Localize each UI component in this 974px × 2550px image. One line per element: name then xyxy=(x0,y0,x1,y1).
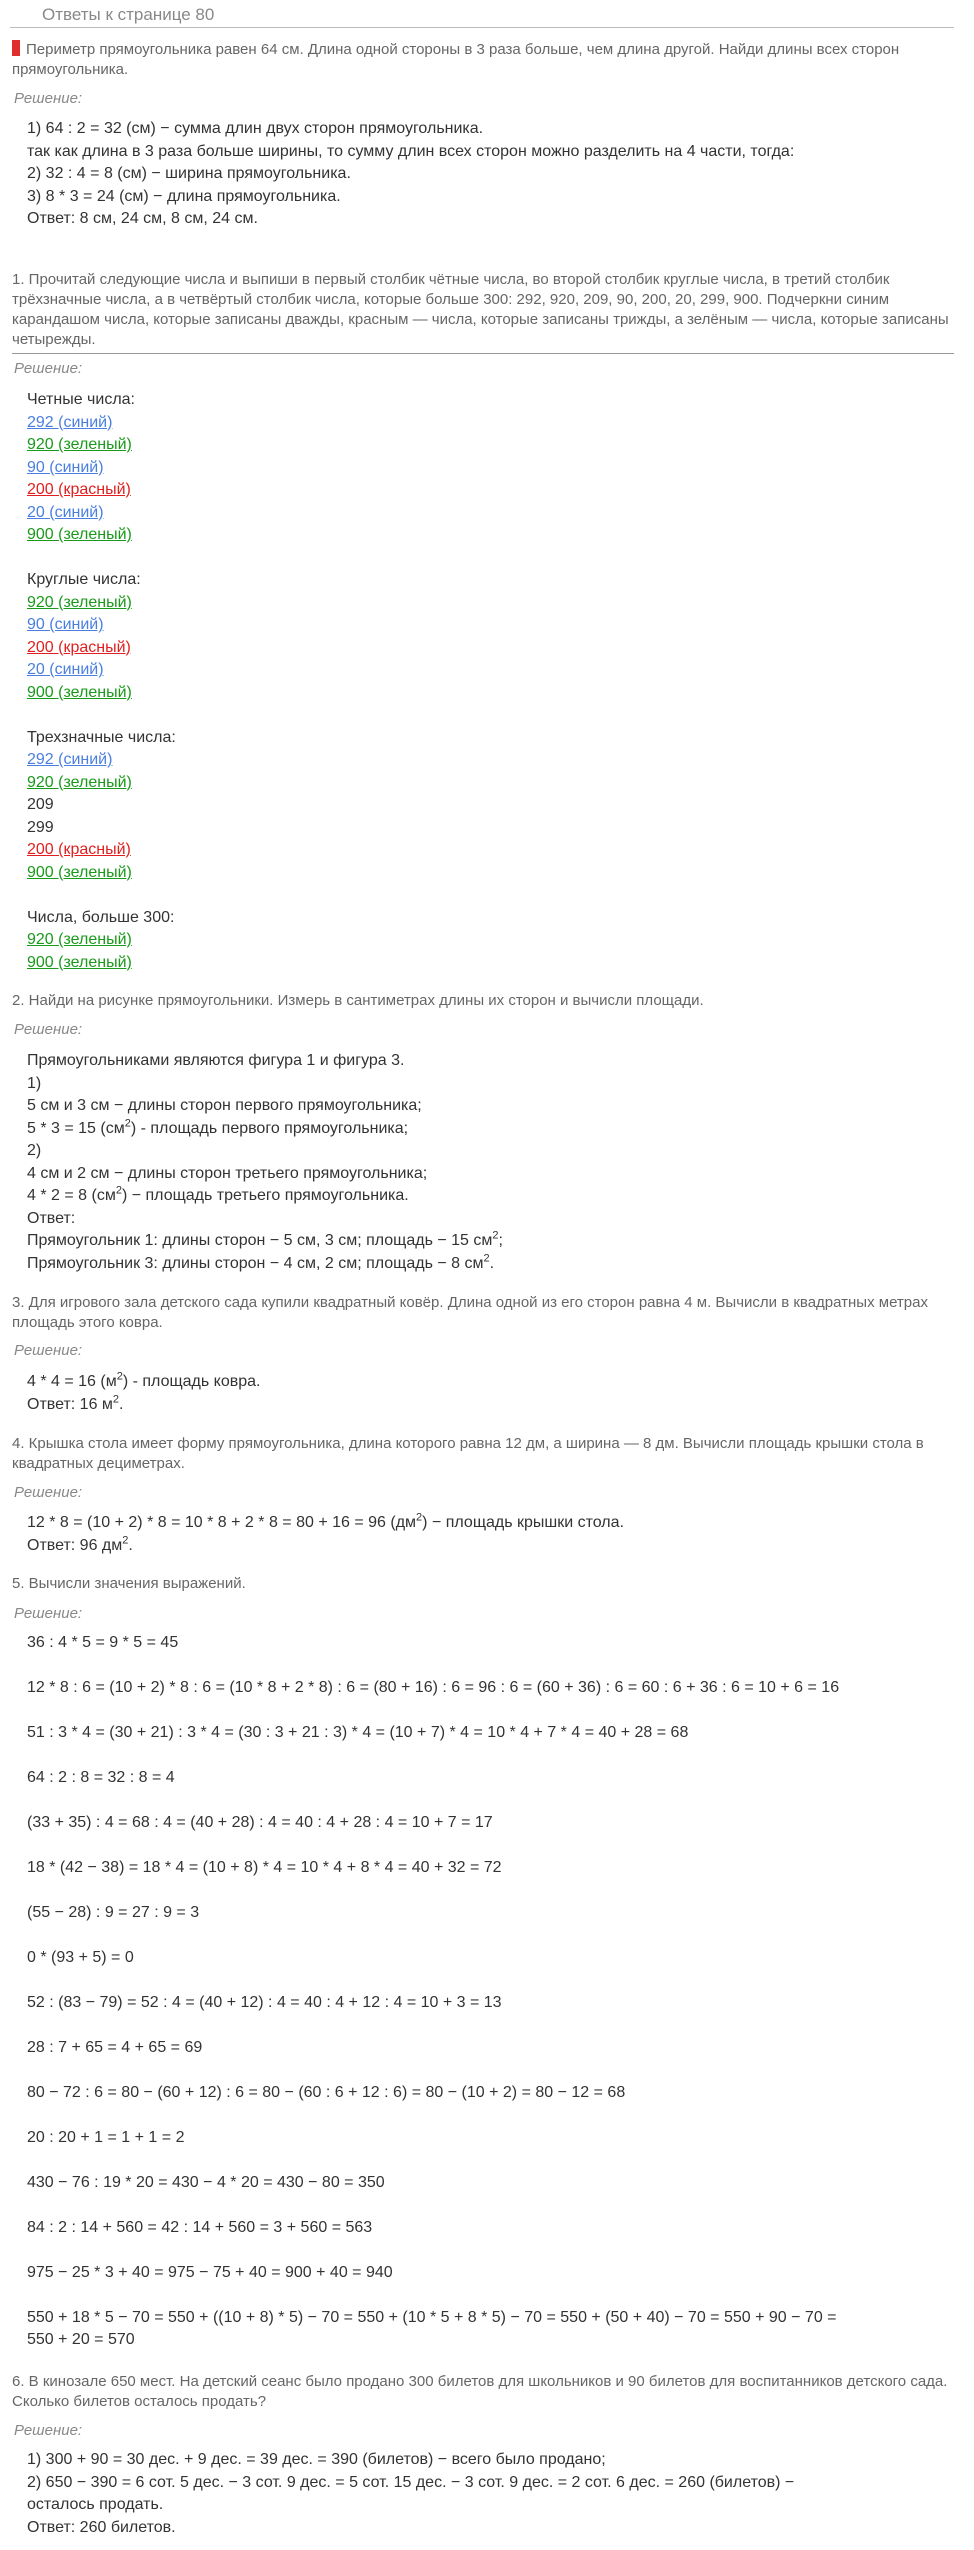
expression-line: 550 + 18 * 5 − 70 = 550 + ((10 + 8) * 5) − 70 = 550 + (10 * 5 + 8 * 5) − 70 = 550 + (50 + 40) − 70 = 550 + 90 − 70 = xyxy=(27,2309,837,2326)
solution-line: Ответ: 8 см, 24 см, 8 см, 24 см. xyxy=(27,210,258,227)
text: . xyxy=(119,1395,124,1413)
intro-task-solution xyxy=(27,118,794,231)
expression-line: 12 * 8 : 6 = (10 + 2) * 8 : 6 = (10 * 8 + 2 * 8) : 6 = (80 + 16) : 6 = 96 : 6 = (60 + 36) : 6 = 60 : 6 + 36 : 6 = 10 + 6 = 16 xyxy=(27,1679,840,1696)
number-item xyxy=(27,479,176,502)
number-item-text: 200 (красный) xyxy=(27,481,131,498)
group-title: Круглые числа: xyxy=(27,571,141,588)
number-item-text: 920 (зеленый) xyxy=(27,773,132,791)
bookmark-icon xyxy=(12,40,20,56)
number-item-text: 200 (красный) xyxy=(27,841,131,858)
solution-label: Решение: xyxy=(14,2422,83,2439)
solution-line: осталось продать. xyxy=(27,2496,164,2513)
superscript: 2 xyxy=(483,1252,490,1265)
number-item-text: 200 (красный) xyxy=(27,638,131,656)
spacer xyxy=(27,547,176,570)
task1-text: 1. Прочитай следующие числа и выпиши в первый столбик чётные числа, во второй столбик круглые числа, в третий столбик трёхзначные числа, а в четвёртый столбик числа, которые больше 300: 292, 920, 209, 90, 200, 20, 299, 900. Подчеркни синим карандашом числа, которые записаны дважды, красным — числа, которые записаны трижды, а зелёным — числа, которые записаны четырежды. xyxy=(12,270,954,354)
number-item-text: 900 (зеленый) xyxy=(27,863,132,881)
expression-line: 0 * (93 + 5) = 0 xyxy=(27,1949,134,1966)
solution-line xyxy=(27,1253,503,1276)
number-item-text: 209 xyxy=(27,796,54,813)
number-item xyxy=(27,862,176,885)
superscript: 2 xyxy=(492,1229,499,1242)
spacer xyxy=(27,704,176,727)
number-item xyxy=(27,682,176,705)
number-item-text: 900 (зеленый) xyxy=(27,953,132,971)
text: 4 * 4 = 16 (м xyxy=(27,1373,117,1390)
number-item xyxy=(27,772,176,795)
solution-line xyxy=(27,1230,503,1253)
solution-line xyxy=(27,1185,503,1208)
superscript: 2 xyxy=(112,1393,120,1406)
intro-task-statement: Периметр прямоугольника равен 64 см. Длина одной стороны в 3 раза больше, чем длина другой. Найди длины всех сторон прямоугольника. xyxy=(12,41,900,78)
number-item xyxy=(27,524,176,547)
solution-line: 5 см и 3 см − длины сторон первого прямоугольника; xyxy=(27,1097,422,1114)
number-item-text: 900 (зеленый) xyxy=(27,526,132,543)
solution-line: 4 см и 2 см − длины сторон третьего прямоугольника; xyxy=(27,1164,428,1182)
text: . xyxy=(128,1536,133,1554)
expression-line: (33 + 35) : 4 = 68 : 4 = (40 + 28) : 4 = 40 : 4 + 28 : 4 = 10 + 7 = 17 xyxy=(27,1814,493,1831)
number-item-text: 900 (зеленый) xyxy=(27,683,132,701)
solution-label: Решение: xyxy=(14,360,83,377)
number-item xyxy=(27,749,176,772)
number-item xyxy=(27,929,176,952)
solution-line xyxy=(27,1535,624,1558)
page-header xyxy=(10,0,954,28)
expression-line: 18 * (42 − 38) = 18 * 4 = (10 + 8) * 4 = 10 * 4 + 8 * 4 = 40 + 32 = 72 xyxy=(27,1859,502,1876)
solution-label: Решение: xyxy=(14,1484,83,1501)
number-item-text: 292 (синий) xyxy=(27,413,113,431)
text: 4 * 2 = 8 (см xyxy=(27,1187,116,1204)
number-item-text: 920 (зеленый) xyxy=(27,436,132,453)
number-item-text: 299 xyxy=(27,818,54,836)
expression-line: 975 − 25 * 3 + 40 = 975 − 75 + 40 = 900 + 40 = 940 xyxy=(27,2264,393,2281)
solution-line: 2) 32 : 4 = 8 (см) − ширина прямоугольника. xyxy=(27,165,351,182)
number-item xyxy=(27,457,176,480)
expression-line: (55 − 28) : 9 = 27 : 9 = 3 xyxy=(27,1904,200,1921)
number-item xyxy=(27,502,176,525)
superscript: 2 xyxy=(115,1184,122,1197)
text: Ответ: 16 м xyxy=(27,1395,113,1413)
solution-line: так как длина в 3 раза больше ширины, то сумму длин всех сторон можно разделить на 4 части, тогда: xyxy=(27,142,795,160)
group-title: Трехзначные числа: xyxy=(27,728,176,746)
number-item xyxy=(27,412,176,435)
text: Прямоугольник 3: длины сторон − 4 см, 2 см; площадь − 8 см xyxy=(27,1254,484,1272)
number-item xyxy=(27,434,176,457)
text: ) - площадь первого прямоугольника; xyxy=(130,1119,409,1137)
expression-line: 51 : 3 * 4 = (30 + 21) : 3 * 4 = (30 : 3 + 21 : 3) * 4 = (10 + 7) * 4 = 10 * 4 + 7 * 4 = 40 + 28 = 68 xyxy=(27,1724,689,1741)
expression-line: 28 : 7 + 65 = 4 + 65 = 69 xyxy=(27,2039,203,2056)
solution-line: Ответ: 260 билетов. xyxy=(27,2518,176,2536)
text: ; xyxy=(498,1232,503,1249)
number-item xyxy=(27,794,176,817)
solution-line: 2) xyxy=(27,1142,42,1159)
task4-text: 4. Крышка стола имеет форму прямоугольника, длина которого равна 12 дм, а ширина — 8 дм. Вычисли площадь крышки стола в квадратных дециметрах. xyxy=(12,1435,924,1472)
spacer xyxy=(27,884,176,907)
text: ) − площадь третьего прямоугольника. xyxy=(121,1187,409,1204)
superscript: 2 xyxy=(124,1117,131,1130)
number-item-text: 292 (синий) xyxy=(27,751,113,768)
solution-line: Ответ: xyxy=(27,1209,76,1227)
solution-line xyxy=(27,1512,624,1535)
text: ) − площадь крышки стола. xyxy=(422,1514,624,1531)
superscript: 2 xyxy=(416,1511,423,1524)
text: 5 * 3 = 15 (см xyxy=(27,1119,125,1137)
number-item-text: 90 (синий) xyxy=(27,458,104,476)
page-title: Ответы к странице 80 xyxy=(42,5,215,24)
solution-line xyxy=(27,1118,503,1141)
task1-solution xyxy=(27,389,176,974)
expression-line: 550 + 20 = 570 xyxy=(27,2331,135,2348)
number-item xyxy=(27,637,176,660)
intro-task-text xyxy=(12,40,954,80)
number-item xyxy=(27,659,176,682)
expression-line: 80 − 72 : 6 = 80 − (60 + 12) : 6 = 80 − (60 : 6 + 12 : 6) = 80 − (10 + 2) = 80 − 12 = 68 xyxy=(27,2084,626,2101)
solution-line: 2) 650 − 390 = 6 сот. 5 дес. − 3 сот. 9 дес. = 5 сот. 15 дес. − 3 сот. 9 дес. = 2 сот. 6 дес. = 260 (билетов) − xyxy=(27,2473,795,2491)
group-title: Четные числа: xyxy=(27,391,135,408)
text: . xyxy=(489,1254,495,1272)
number-item xyxy=(27,952,176,975)
superscript: 2 xyxy=(122,1534,129,1547)
solution-line: Прямоугольниками являются фигура 1 и фигура 3. xyxy=(27,1052,405,1069)
task6-text: 6. В кинозале 650 мест. На детский сеанс было продано 300 билетов для школьников и 90 билетов для воспитанников детского сада. Сколько билетов осталось продать? xyxy=(12,2373,948,2410)
text: ) - площадь ковра. xyxy=(122,1373,261,1390)
task3-solution xyxy=(27,1371,260,1416)
group-title: Числа, больше 300: xyxy=(27,908,175,926)
number-item-text: 20 (синий) xyxy=(27,661,104,678)
expression-line: 36 : 4 * 5 = 9 * 5 = 45 xyxy=(27,1634,179,1651)
task4-solution xyxy=(27,1512,624,1557)
number-item-text: 20 (синий) xyxy=(27,503,104,521)
task5-text: 5. Вычисли значения выражений. xyxy=(12,1575,246,1592)
task6-solution xyxy=(27,2449,794,2539)
text: Ответ: 96 дм xyxy=(27,1536,123,1554)
expression-line: 84 : 2 : 14 + 560 = 42 : 14 + 560 = 3 + 560 = 563 xyxy=(27,2219,373,2236)
solution-line xyxy=(27,1371,260,1394)
expression-line: 64 : 2 : 8 = 32 : 8 = 4 xyxy=(27,1769,175,1786)
number-item-text: 920 (зеленый) xyxy=(27,931,132,948)
number-item xyxy=(27,614,176,637)
number-item-text: 920 (зеленый) xyxy=(27,593,132,611)
solution-label: Решение: xyxy=(14,1021,83,1038)
solution-line: 3) 8 * 3 = 24 (см) − длина прямоугольника. xyxy=(27,187,341,205)
number-item xyxy=(27,817,176,840)
text: 12 * 8 = (10 + 2) * 8 = 10 * 8 + 2 * 8 = 80 + 16 = 96 (дм xyxy=(27,1514,417,1531)
task3-text: 3. Для игрового зала детского сада купили квадратный ковёр. Длина одной из его сторон равна 4 м. Вычисли в квадратных метрах площадь этого ковра. xyxy=(12,1294,928,1331)
task2-solution xyxy=(27,1050,503,1275)
solution-line: 1) 64 : 2 = 32 (см) − сумма длин двух сторон прямоугольника. xyxy=(27,120,484,137)
number-item xyxy=(27,592,176,615)
expression-line: 430 − 76 : 19 * 20 = 430 − 4 * 20 = 430 − 80 = 350 xyxy=(27,2174,385,2191)
solution-label: Решение: xyxy=(14,1605,83,1622)
expression-line: 52 : (83 − 79) = 52 : 4 = (40 + 12) : 4 = 40 : 4 + 12 : 4 = 10 + 3 = 13 xyxy=(27,1994,502,2011)
solution-line: 1) xyxy=(27,1074,42,1092)
text: Прямоугольник 1: длины сторон − 5 см, 3 см; площадь − 15 см xyxy=(27,1232,493,1249)
number-item xyxy=(27,839,176,862)
superscript: 2 xyxy=(116,1370,123,1383)
number-item-text: 90 (синий) xyxy=(27,616,104,633)
solution-line xyxy=(27,1394,260,1417)
solution-label: Решение: xyxy=(14,1342,83,1359)
task2-text: 2. Найди на рисунке прямоугольники. Измерь в сантиметрах длины их сторон и вычисли площади. xyxy=(12,992,704,1009)
expression-line: 20 : 20 + 1 = 1 + 1 = 2 xyxy=(27,2129,185,2146)
solution-label: Решение: xyxy=(14,90,83,107)
solution-line: 1) 300 + 90 = 30 дес. + 9 дес. = 39 дес. = 390 (билетов) − всего было продано; xyxy=(27,2451,606,2468)
